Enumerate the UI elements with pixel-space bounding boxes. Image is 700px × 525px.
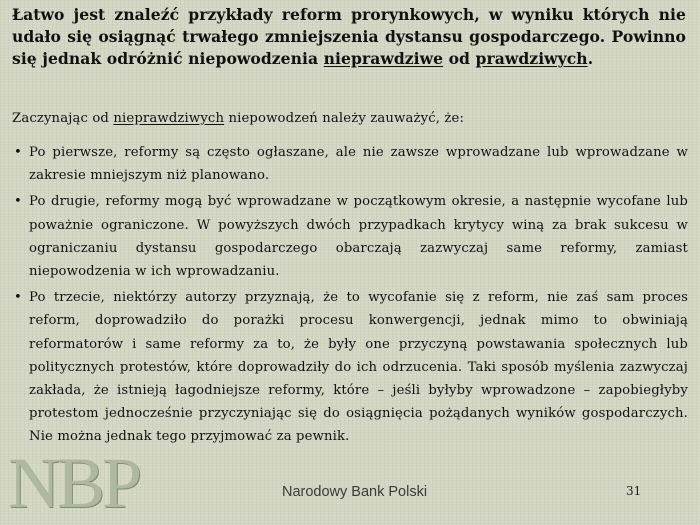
bullet-item: • Po pierwsze, reformy są często ogłaszane, ale nie zawsze wprowadzane lub wprowadzane w zakresie mniejszym niż planowano. — [12, 141, 688, 187]
intro-after: niepowodzeń należy zauważyć, że: — [224, 111, 465, 126]
nbp-logo: NBP — [8, 443, 140, 523]
intro-before: Zaczynając od — [12, 111, 114, 126]
bullet-item: • Po drugie, reformy mogą być wprowadzane w początkowym okresie, a następnie wycofane lub poważnie ograniczone. W powyższych dwóch przypadkach krytycy winą za brak sukcesu w ograniczaniu dystansu gospodarczego obarczają zazwyczaj same reformy, zamiast niepowodzenia w ich wprowadzaniu. — [12, 190, 688, 283]
heading-term-false: nieprawdziwe — [323, 49, 444, 68]
heading-text-before: Łatwo jest znaleźć przykłady reform prorynkowych, w wyniku których nie udało się osiągnąć trwałego zmniejszenia dystansu gospodarczego. Powinno się jednak odróżnić niepowodzenia — [12, 5, 686, 68]
heading-term-true: prawdziwych — [475, 49, 588, 68]
intro-line — [12, 109, 688, 129]
slide-heading — [12, 4, 686, 70]
page-number: 31 — [626, 484, 642, 498]
heading-text-after: . — [587, 49, 594, 68]
intro-term: nieprawdziwych — [113, 111, 225, 126]
bank-name: Narodowy Bank Polski — [282, 484, 428, 500]
heading-text-middle: od — [443, 49, 476, 68]
bullet-list — [12, 141, 688, 452]
bullet-item: • Po trzecie, niektórzy autorzy przyznają, że to wycofanie się z reform, nie zaś sam proces reform, doprowadziło do porażki procesu konwergencji, jednak mimo to obwiniają reformatorów i same reformy za to, że były one przyczyną powstawania społecznych lub politycznych protestów, które doprowadziły do ich odrzucenia. Taki sposób myślenia zazwyczaj zakłada, że istnieją łagodniejsze reformy, które – jeśli byłyby wprowadzone – zapobiegłyby protestom jednocześnie przyczyniając się do osiągnięcia pożądanych wyników gospodarczych. Nie można jednak tego przyjmować za pewnik. — [12, 286, 688, 448]
